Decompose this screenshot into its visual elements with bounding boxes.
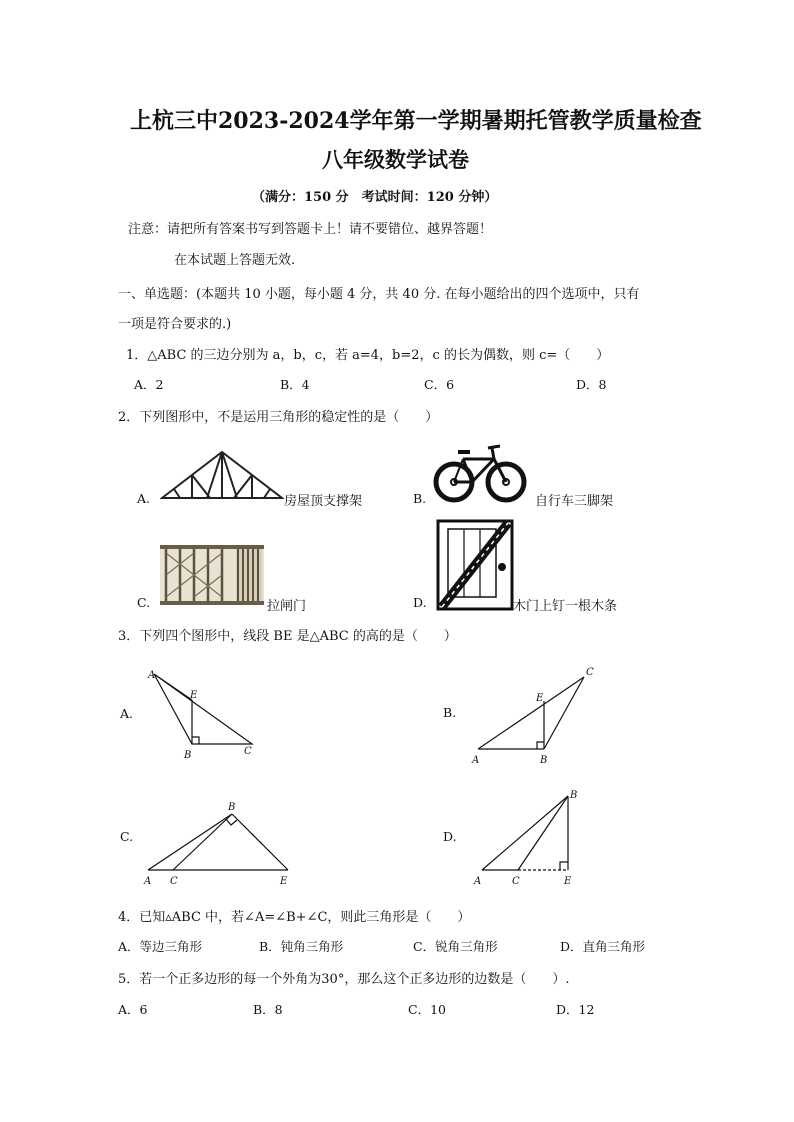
q5-stem: 5．若一个正多边形的每一个外角为30°，那么这个正多边形的边数是（ ）. bbox=[118, 972, 570, 987]
q1-option-b: B．4 bbox=[280, 377, 310, 392]
q5-option-c: C．10 bbox=[408, 1002, 446, 1017]
q2-option-d-caption: 木门上钉一根木条 bbox=[513, 599, 618, 614]
q1-option-a: A．2 bbox=[134, 377, 164, 392]
q2-option-b-caption: 自行车三脚架 bbox=[535, 494, 614, 509]
section-heading-line-2: 一项是符合要求的.) bbox=[118, 317, 232, 332]
q3b-label-e: E bbox=[536, 693, 544, 704]
q3c-label-b: B bbox=[228, 802, 236, 813]
q4-option-b: B．钝角三角形 bbox=[259, 939, 344, 954]
q4-option-c: C．锐角三角形 bbox=[413, 939, 498, 954]
q3d-label-a: A bbox=[474, 876, 482, 887]
folding-gate-image bbox=[160, 545, 264, 605]
q3-option-b-letter: B. bbox=[443, 705, 457, 720]
exam-subtitle: 八年级数学试卷 bbox=[322, 147, 469, 172]
q3a-label-a: A bbox=[148, 670, 156, 681]
q3b-label-a: A bbox=[472, 755, 480, 766]
q5-option-a: A．6 bbox=[118, 1002, 148, 1017]
q3-option-c-letter: C. bbox=[120, 829, 134, 844]
section-heading-line-1: 一、单选题：(本题共 10 小题，每小题 4 分，共 40 分. 在每小题给出的四个选项中，只有 bbox=[118, 287, 640, 302]
q3b-label-c: C bbox=[586, 667, 594, 678]
q3c-label-a: A bbox=[144, 876, 152, 887]
q3d-label-b: B bbox=[570, 790, 578, 801]
q2-option-d-letter: D. bbox=[413, 595, 427, 610]
q2-option-b-letter: B. bbox=[413, 491, 427, 506]
q3a-label-b: B bbox=[184, 750, 192, 760]
score-time: （满分：150 分 考试时间：120 分钟） bbox=[252, 190, 498, 205]
q3b-label-b: B bbox=[540, 755, 548, 766]
q3a-label-c: C bbox=[244, 746, 252, 757]
q5-option-d: D．12 bbox=[556, 1002, 595, 1017]
q3-figure-b bbox=[466, 663, 598, 767]
notice-line-1: 注意：请把所有答案书写到答题卡上！请不要错位、越界答题！ bbox=[128, 222, 493, 237]
exam-title: 上杭三中2023-2024学年第一学期暑期托管教学质量检查 bbox=[130, 108, 702, 134]
q3-option-d-letter: D. bbox=[443, 829, 457, 844]
q3d-label-e: E bbox=[564, 876, 572, 887]
q3-option-a-letter: A. bbox=[120, 706, 134, 721]
q2-option-c-letter: C. bbox=[137, 595, 151, 610]
q3d-label-c: C bbox=[512, 876, 520, 887]
q1-option-c: C．6 bbox=[424, 377, 455, 392]
q3-figure-d bbox=[468, 786, 584, 888]
q3c-label-c: C bbox=[170, 876, 178, 887]
roof-truss-image bbox=[160, 448, 284, 504]
q4-stem: 4．已知▵ABC 中，若∠A=∠B+∠C，则此三角形是（ ） bbox=[118, 910, 471, 925]
q2-option-a-caption: 房屋顶支撑架 bbox=[284, 494, 363, 509]
q5-option-b: B．8 bbox=[253, 1002, 283, 1017]
q4-option-a: A．等边三角形 bbox=[118, 939, 203, 954]
q4-option-d: D．直角三角形 bbox=[560, 939, 646, 954]
wooden-door-image bbox=[436, 519, 514, 611]
bicycle-image bbox=[432, 442, 528, 504]
q1-stem: 1．△ABC 的三边分别为 a，b，c，若 a=4，b=2，c 的长为偶数，则 c=（ ） bbox=[126, 348, 610, 363]
q2-option-c-caption: 拉闸门 bbox=[267, 599, 307, 614]
q2-option-a-letter: A. bbox=[137, 491, 151, 506]
q3-figure-c bbox=[140, 798, 300, 888]
q2-stem: 2．下列图形中，不是运用三角形的稳定性的是（ ） bbox=[118, 410, 439, 425]
q1-option-d: D．8 bbox=[576, 377, 607, 392]
q3-stem: 3．下列四个图形中，线段 BE 是△ABC 的高的是（ ） bbox=[118, 629, 457, 644]
q3c-label-e: E bbox=[280, 876, 288, 887]
q3a-label-e: E bbox=[190, 690, 198, 701]
notice-line-2: 在本试题上答题无效. bbox=[174, 253, 296, 268]
q3-figure-a bbox=[140, 664, 270, 760]
